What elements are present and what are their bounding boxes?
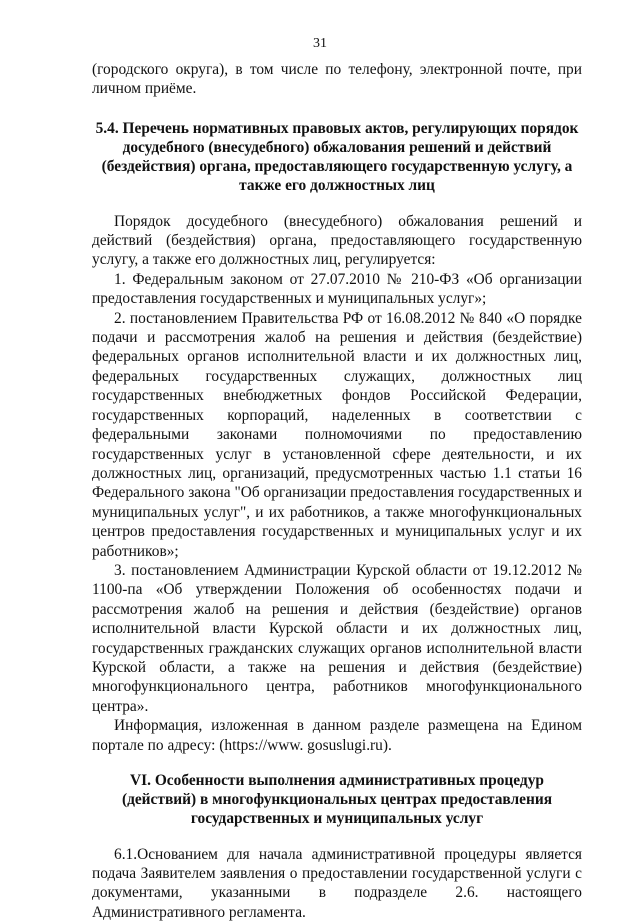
- continued-paragraph: (городского округа), в том числе по телефону, электронной почте, при личном приёме.: [92, 61, 582, 98]
- list-item-3: 3. постановлением Администрации Курской области от 19.12.2012 № 1100-па «Об утверждении Положения об особенностях подачи и рассмотрения жалоб на решения и действия (бездействие) органов исполнительной власти Курской области и их должностных лиц, государственных гражданских служащих органов исполнительной власти Курской области, а также на решения и действия (бездействие) многофункционального центра, работников многофункционального центра».: [92, 561, 582, 715]
- section-5-4-heading: 5.4. Перечень нормативных правовых актов, регулирующих порядок досудебного (внесудебного) обжалования решений и действий (бездействия) органа, предоставляющего государственную услугу, а также его должностных лиц: [95, 119, 579, 195]
- section-5-4-intro: Порядок досудебного (внесудебного) обжалования решений и действий (бездействия) органа, предоставляющего государственную услугу, а также его должностных лиц, регулируется:: [92, 212, 582, 269]
- section-6-1-paragraph: 6.1.Основанием для начала административной процедуры является подача Заявителем заявления о предоставлении государственной услуги с документами, указанными в подразделе 2.6. настоящего Административного регламента.: [92, 845, 582, 921]
- text-column: [92, 60, 582, 922]
- list-item-2: 2. постановлением Правительства РФ от 16.08.2012 № 840 «О порядке подачи и рассмотрения жалоб на решения и действия (бездействие) федеральных органов исполнительной власти и их должностных лиц, федеральных государственных служащих, должностных лиц государственных внебюджетных фондов Российской Федерации, государственных корпораций, наделенных в соответствии с федеральными законами полномочиями по предоставлению государственных услуг в установленной сфере деятельности, и их должностных лиц, организаций, предусмотренных частью 1.1 статьи 16 Федерального закона "Об организации предоставления государственных и муниципальных услуг", и их работников, а также многофункциональных центров предоставления государственных и муниципальных услуг и их работников»;: [92, 309, 582, 560]
- section-6-heading: VI. Особенности выполнения административных процедур (действий) в многофункциональных центрах предоставления государственных и муниципальных услуг: [121, 772, 553, 828]
- list-item-1: 1. Федеральным законом от 27.07.2010 № 210-ФЗ «Об организации предоставления государственных и муниципальных услуг»;: [92, 270, 582, 308]
- page-number: 31: [313, 36, 327, 51]
- info-paragraph: Информация, изложенная в данном разделе размещена на Едином портале по адресу: (https://www. gosuslugi.ru).: [92, 717, 582, 754]
